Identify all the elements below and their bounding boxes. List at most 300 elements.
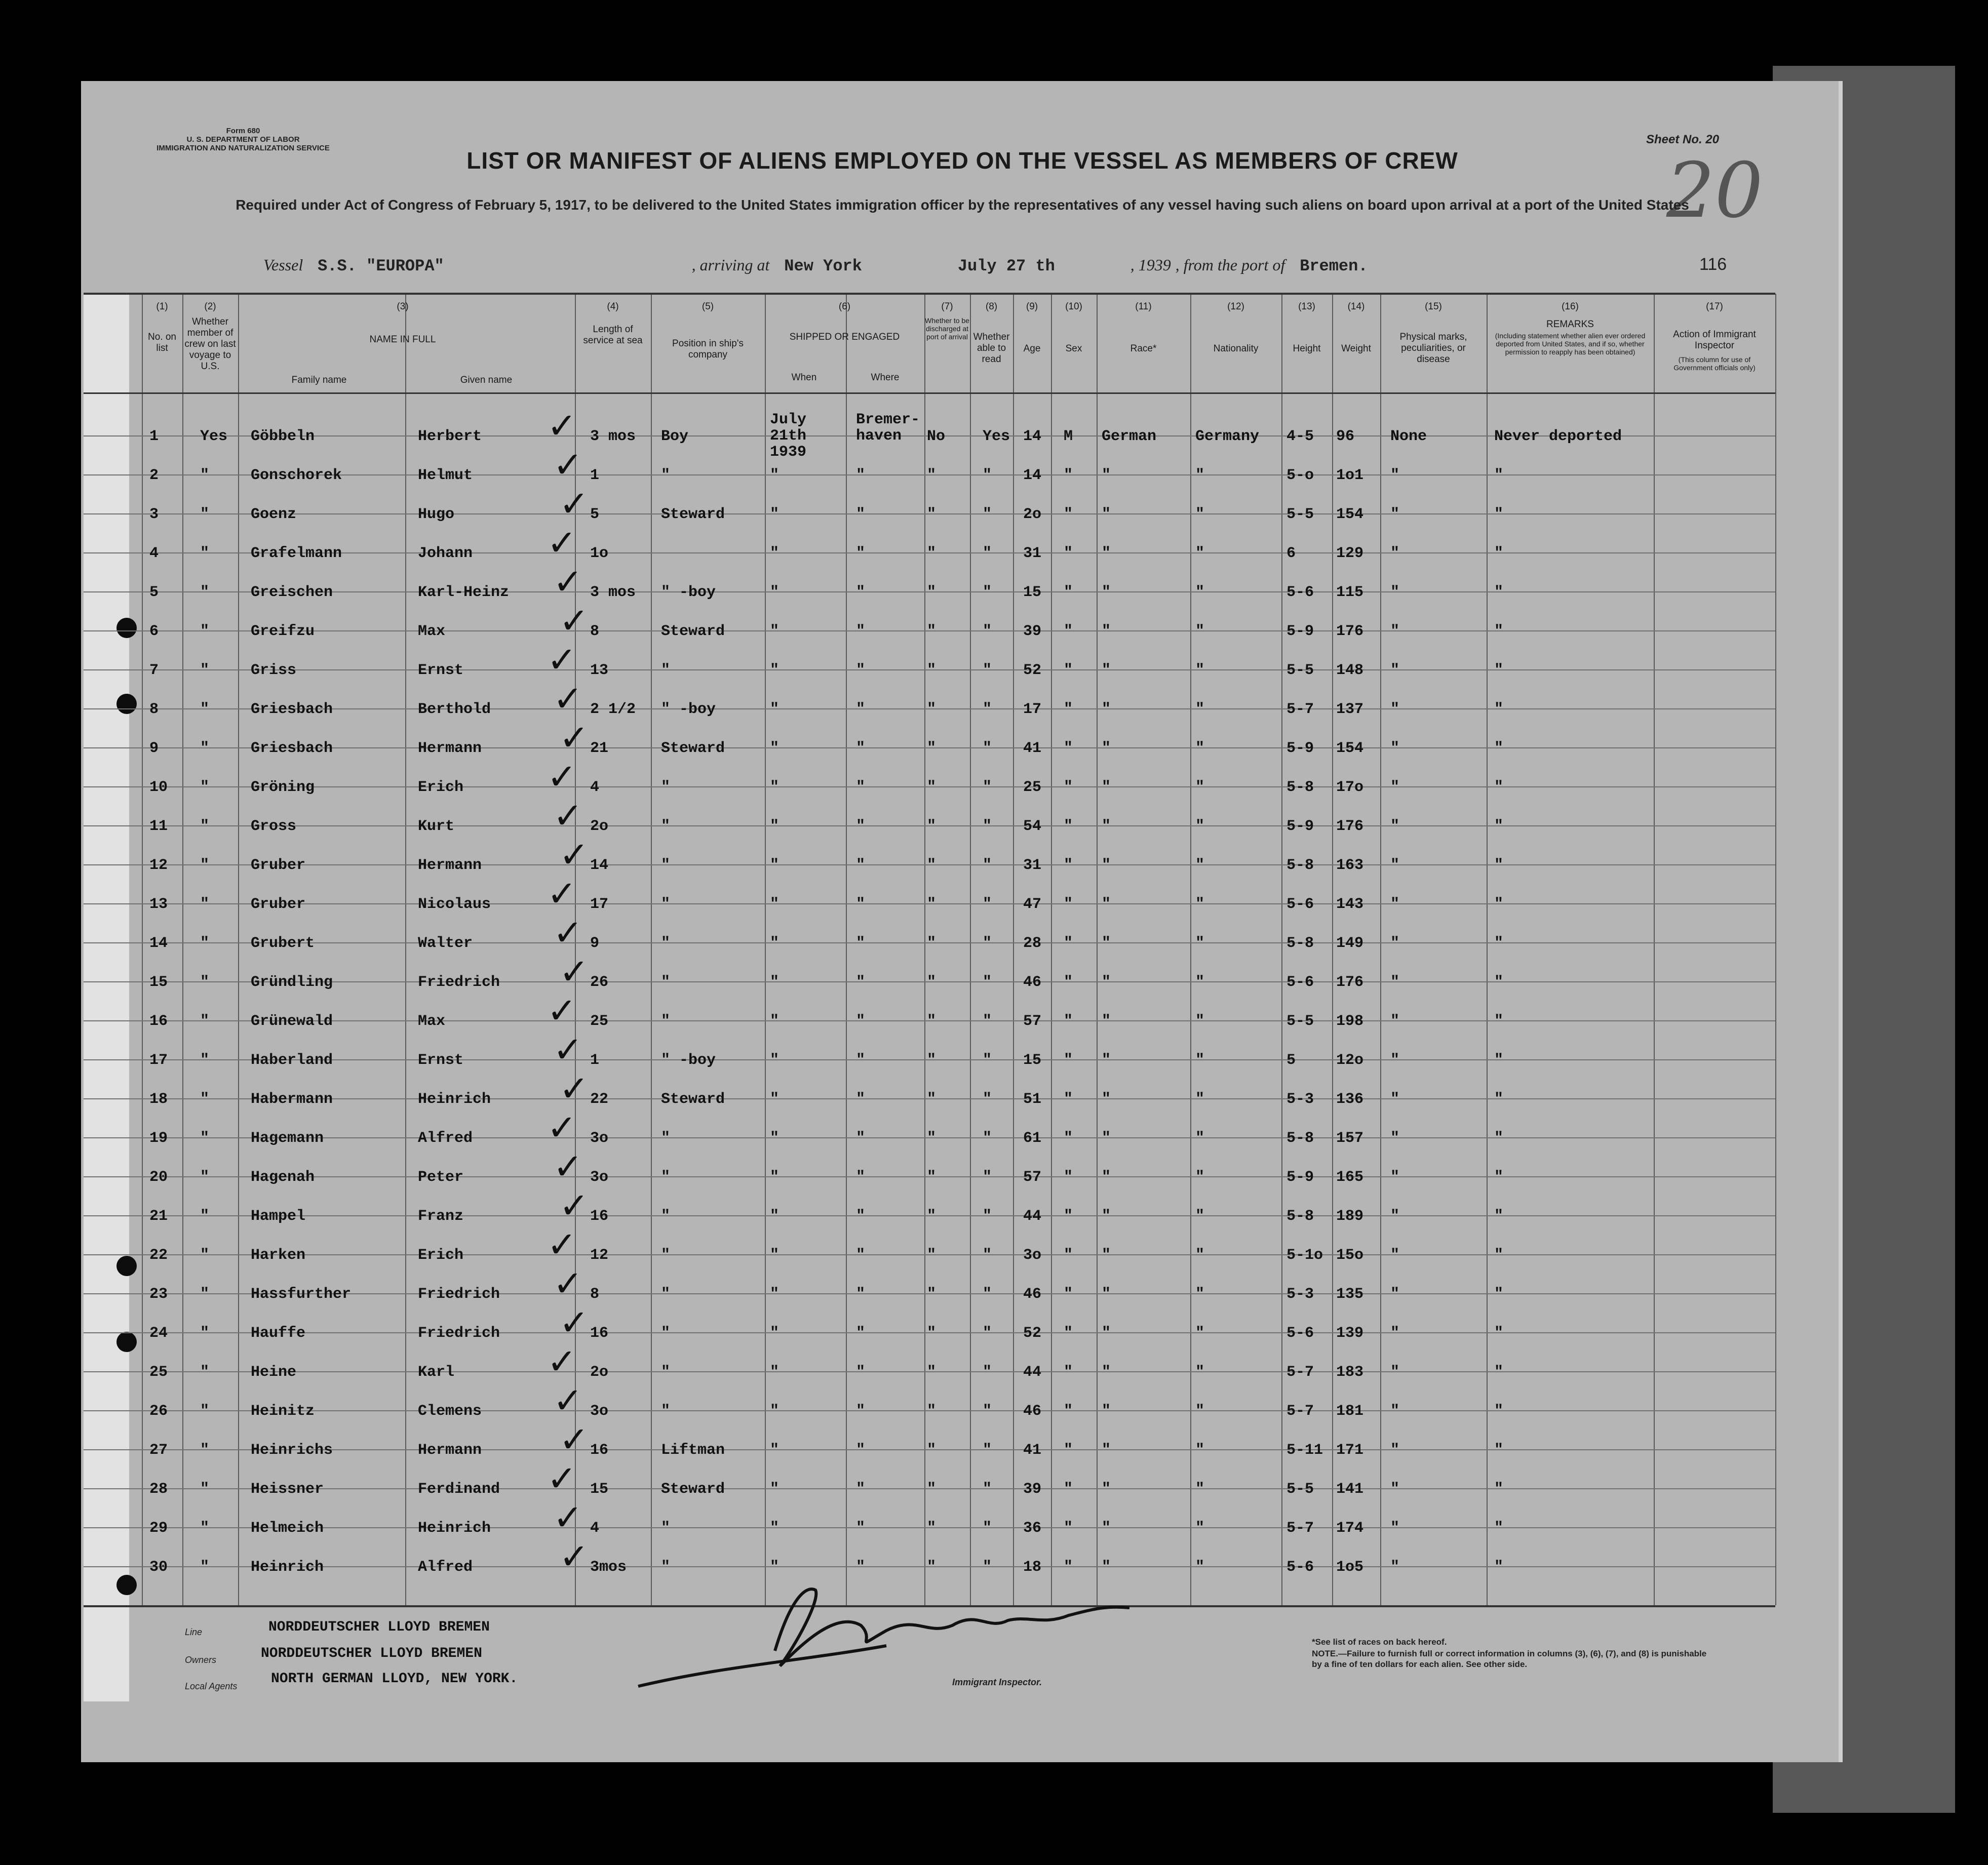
cell-weight: 137 [1336, 701, 1364, 718]
cell-nat: " [1195, 1130, 1205, 1147]
footer-line-value: NORDDEUTSCHER LLOYD BREMEN [268, 1619, 490, 1635]
cell-nat: " [1195, 467, 1205, 484]
cell-weight: 15o [1336, 1247, 1364, 1264]
cell-disch: " [927, 1364, 937, 1381]
cell-height: 5-9 [1287, 740, 1314, 757]
cell-age: 28 [1023, 935, 1042, 952]
cell-given: Walter [418, 935, 473, 952]
cell-family: Gonschorek [251, 467, 342, 484]
cell-where: " [856, 701, 866, 718]
cell-remarks: " [1494, 467, 1504, 484]
col-header-remarks: REMARKS [1546, 319, 1594, 330]
cell-remarks: " [1494, 857, 1504, 874]
cell-when: " [770, 1247, 779, 1264]
column-line [765, 294, 766, 1605]
cell-remarks: Never deported [1494, 428, 1622, 445]
cell-weight: 154 [1336, 740, 1364, 757]
cell-service: 15 [590, 1481, 609, 1498]
cell-sex: " [1064, 1481, 1073, 1498]
cell-marks: " [1390, 506, 1400, 523]
cell-where: " [856, 818, 866, 835]
col-num: (15) [1425, 301, 1442, 312]
cell-where: " [856, 896, 866, 913]
cell-sex: " [1064, 1247, 1073, 1264]
cell-given: Erich [418, 1247, 464, 1264]
cell-where: " [856, 1247, 866, 1264]
cell-nat: " [1195, 1247, 1205, 1264]
arrival-year: , 1939 [1130, 256, 1171, 274]
cell-sex: " [1064, 1559, 1073, 1576]
col-header-sex: Sex [1065, 343, 1082, 354]
cell-marks: " [1390, 1208, 1400, 1225]
cell-position: Steward [661, 506, 725, 523]
cell-no: 7 [149, 662, 159, 679]
cell-height: 5 [1287, 1052, 1296, 1069]
cell-nat: " [1195, 584, 1205, 601]
cell-prev: " [200, 818, 210, 835]
cell-nat: " [1195, 1364, 1205, 1381]
cell-position: " -boy [661, 701, 716, 718]
cell-age: 2o [1023, 506, 1042, 523]
cell-disch: " [927, 1013, 937, 1030]
cell-read: " [983, 1403, 992, 1420]
column-line [1051, 294, 1052, 1605]
cell-when: July 21th 1939 [770, 411, 807, 461]
cell-nat: " [1195, 1325, 1205, 1342]
checkmark-icon: ✓ [553, 1380, 583, 1421]
cell-read: " [983, 1364, 992, 1381]
page-subtitle: Required under Act of Congress of February 5, 1917, to be delivered to the United States immigration officer by the representatives of any vessel having such aliens on board upon arrival at a port of the United States [236, 197, 1689, 213]
cell-when: " [770, 467, 779, 484]
cell-no: 4 [149, 545, 159, 562]
cell-where: " [856, 467, 866, 484]
cell-given: Ferdinand [418, 1481, 500, 1498]
cell-given: Karl [418, 1364, 455, 1381]
checkmark-icon: ✓ [547, 522, 577, 564]
cell-age: 3o [1023, 1247, 1042, 1264]
cell-service: 2o [590, 1364, 609, 1381]
cell-height: 5-6 [1287, 896, 1314, 913]
cell-position: " [661, 857, 671, 874]
cell-remarks: " [1494, 1559, 1504, 1576]
cell-family: Grünewald [251, 1013, 333, 1030]
cell-height: 5-3 [1287, 1286, 1314, 1303]
vessel-line [263, 256, 1368, 275]
cell-position: " [661, 1559, 671, 1576]
cell-remarks: " [1494, 779, 1504, 796]
cell-disch: " [927, 545, 937, 562]
cell-height: 5-3 [1287, 1091, 1314, 1108]
cell-read: " [983, 740, 992, 757]
cell-remarks: " [1494, 1325, 1504, 1342]
form-number: Form 680 [226, 127, 260, 135]
cell-given: Heinrich [418, 1091, 491, 1108]
cell-weight: 129 [1336, 545, 1364, 562]
cell-age: 41 [1023, 740, 1042, 757]
arrival-port: New York [784, 257, 862, 275]
cell-age: 14 [1023, 467, 1042, 484]
cell-marks: " [1390, 1130, 1400, 1147]
cell-no: 16 [149, 1013, 168, 1030]
checkmark-icon: ✓ [559, 1068, 589, 1109]
cell-weight: 12o [1336, 1052, 1364, 1069]
cell-service: 21 [590, 740, 609, 757]
cell-service: 4 [590, 1520, 600, 1537]
col-header-race: Race* [1130, 343, 1157, 354]
col-header-weight: Weight [1341, 343, 1371, 354]
footer-owners-label: Owners [185, 1655, 217, 1665]
cell-where: " [856, 1286, 866, 1303]
checkmark-icon: ✓ [559, 1185, 589, 1226]
cell-read: " [983, 1091, 992, 1108]
cell-height: 5-5 [1287, 1481, 1314, 1498]
cell-position: " [661, 1403, 671, 1420]
cell-disch: " [927, 1052, 937, 1069]
cell-no: 5 [149, 584, 159, 601]
cell-nat: " [1195, 1169, 1205, 1186]
cell-race: " [1102, 896, 1111, 913]
cell-race: German [1102, 428, 1157, 445]
cell-sex: " [1064, 974, 1073, 991]
cell-family: Heinitz [251, 1403, 315, 1420]
cell-remarks: " [1494, 1052, 1504, 1069]
cell-read: " [983, 623, 992, 640]
cell-service: 3o [590, 1130, 609, 1147]
cell-when: " [770, 857, 779, 874]
cell-read: " [983, 545, 992, 562]
col-header-prev-voyage: Whether member of crew on last voyage to U.S. [184, 316, 236, 372]
checkmark-icon: ✓ [547, 1458, 577, 1499]
cell-weight: 17o [1336, 779, 1364, 796]
column-line [238, 294, 239, 1605]
cell-no: 18 [149, 1091, 168, 1108]
cell-read: " [983, 467, 992, 484]
cell-weight: 176 [1336, 623, 1364, 640]
cell-disch: " [927, 623, 937, 640]
from-port-label: , from the port of [1175, 256, 1285, 274]
cell-disch: " [927, 1130, 937, 1147]
cell-marks: " [1390, 1052, 1400, 1069]
service-name: IMMIGRATION AND NATURALIZATION SERVICE [157, 144, 330, 152]
cell-given: Friedrich [418, 974, 500, 991]
cell-disch: " [927, 779, 937, 796]
cell-where: " [856, 1208, 866, 1225]
cell-given: Helmut [418, 467, 473, 484]
cell-given: Ernst [418, 662, 464, 679]
column-line [1097, 294, 1098, 1605]
cell-service: 2o [590, 818, 609, 835]
cell-remarks: " [1494, 974, 1504, 991]
cell-prev: " [200, 545, 210, 562]
cell-service: 1o [590, 545, 609, 562]
checkmark-icon: ✓ [559, 1302, 589, 1343]
col-header-action-sub: (This column for use of Government officials only) [1673, 355, 1756, 372]
cell-sex: " [1064, 1013, 1073, 1030]
cell-marks: None [1390, 428, 1427, 445]
cell-weight: 183 [1336, 1364, 1364, 1381]
cell-where: " [856, 1169, 866, 1186]
cell-service: 3 mos [590, 428, 636, 445]
cell-disch: No [927, 428, 946, 445]
cell-nat: " [1195, 974, 1205, 991]
cell-height: 5-9 [1287, 623, 1314, 640]
cell-no: 19 [149, 1130, 168, 1147]
cell-race: " [1102, 467, 1111, 484]
cell-when: " [770, 1286, 779, 1303]
cell-sex: " [1064, 545, 1073, 562]
cell-when: " [770, 740, 779, 757]
cell-where: " [856, 623, 866, 640]
cell-marks: " [1390, 1403, 1400, 1420]
col-header-action: Action of Immigrant Inspector [1673, 329, 1756, 351]
cell-given: Nicolaus [418, 896, 491, 913]
cell-family: Griesbach [251, 740, 333, 757]
cell-prev: " [200, 1559, 210, 1576]
cell-weight: 135 [1336, 1286, 1364, 1303]
cell-weight: 174 [1336, 1520, 1364, 1537]
cell-position: " [661, 1286, 671, 1303]
col-header-marks: Physical marks, peculiarities, or disease [1399, 332, 1467, 365]
cell-read: " [983, 1286, 992, 1303]
cell-age: 36 [1023, 1520, 1042, 1537]
vessel-label: Vessel [263, 256, 303, 274]
cell-remarks: " [1494, 1286, 1504, 1303]
inspector-label: Immigrant Inspector. [952, 1677, 1042, 1687]
checkmark-icon: ✓ [553, 1263, 583, 1304]
cell-race: " [1102, 1130, 1111, 1147]
cell-service: 26 [590, 974, 609, 991]
cell-service: 12 [590, 1247, 609, 1264]
cell-family: Heine [251, 1364, 297, 1381]
punch-hole [116, 1256, 137, 1276]
cell-position: Steward [661, 1091, 725, 1108]
cell-given: Max [418, 623, 446, 640]
cell-position: " [661, 1364, 671, 1381]
cell-when: " [770, 1208, 779, 1225]
cell-race: " [1102, 584, 1111, 601]
cell-age: 44 [1023, 1208, 1042, 1225]
cell-service: 25 [590, 1013, 609, 1030]
cell-when: " [770, 1559, 779, 1576]
footer-note-fine: NOTE.—Failure to furnish full or correct information in columns (3), (6), (7), and (8) is punishable by a fine of ten dollars for each alien. See other side. [1312, 1649, 1707, 1669]
cell-prev: " [200, 1403, 210, 1420]
checkmark-icon: ✓ [553, 561, 583, 603]
col-header-nationality: Nationality [1213, 343, 1259, 354]
cell-family: Gruber [251, 896, 306, 913]
cell-when: " [770, 584, 779, 601]
cell-where: " [856, 545, 866, 562]
cell-service: 3o [590, 1169, 609, 1186]
cell-age: 17 [1023, 701, 1042, 718]
cell-prev: " [200, 701, 210, 718]
cell-no: 1 [149, 428, 159, 445]
cell-service: 16 [590, 1442, 609, 1459]
cell-marks: " [1390, 1442, 1400, 1459]
column-line [846, 294, 847, 1605]
cell-age: 46 [1023, 1403, 1042, 1420]
cell-sex: " [1064, 506, 1073, 523]
cell-race: " [1102, 1052, 1111, 1069]
cell-nat: " [1195, 740, 1205, 757]
cell-where: " [856, 1013, 866, 1030]
cell-height: 4-5 [1287, 428, 1314, 445]
cell-marks: " [1390, 662, 1400, 679]
cell-read: " [983, 1247, 992, 1264]
cell-weight: 143 [1336, 896, 1364, 913]
cell-marks: " [1390, 1559, 1400, 1576]
cell-no: 21 [149, 1208, 168, 1225]
cell-height: 5-6 [1287, 974, 1314, 991]
cell-when: " [770, 1442, 779, 1459]
cell-sex: " [1064, 1130, 1073, 1147]
cell-weight: 1o5 [1336, 1559, 1364, 1576]
cell-no: 20 [149, 1169, 168, 1186]
cell-read: " [983, 896, 992, 913]
cell-disch: " [927, 1247, 937, 1264]
cell-position: " [661, 662, 671, 679]
checkmark-icon: ✓ [547, 1224, 577, 1265]
cell-height: 5-8 [1287, 1130, 1314, 1147]
cell-weight: 165 [1336, 1169, 1364, 1186]
cell-read: " [983, 1169, 992, 1186]
cell-position: " [661, 1013, 671, 1030]
column-line [1190, 294, 1191, 1605]
stamp-number: 116 [1699, 255, 1727, 274]
cell-disch: " [927, 974, 937, 991]
cell-given: Berthold [418, 701, 491, 718]
cell-marks: " [1390, 1325, 1400, 1342]
cell-position: " [661, 1325, 671, 1342]
cell-service: 8 [590, 623, 600, 640]
cell-where: " [856, 1403, 866, 1420]
cell-disch: " [927, 935, 937, 952]
cell-service: 9 [590, 935, 600, 952]
cell-where: " [856, 779, 866, 796]
cell-no: 9 [149, 740, 159, 757]
cell-height: 5-7 [1287, 701, 1314, 718]
cell-read: " [983, 818, 992, 835]
cell-read: " [983, 779, 992, 796]
cell-height: 5-o [1287, 467, 1314, 484]
col-header-service: Length of service at sea [583, 324, 643, 346]
cell-no: 11 [149, 818, 168, 835]
cell-no: 12 [149, 857, 168, 874]
cell-given: Ernst [418, 1052, 464, 1069]
sheet-label: Sheet No. [1646, 133, 1702, 146]
cell-disch: " [927, 1286, 937, 1303]
cell-nat: " [1195, 1091, 1205, 1108]
checkmark-icon: ✓ [559, 1536, 589, 1577]
cell-height: 5-5 [1287, 506, 1314, 523]
cell-prev: " [200, 896, 210, 913]
cell-height: 5-1o [1287, 1247, 1323, 1264]
cell-age: 61 [1023, 1130, 1042, 1147]
cell-remarks: " [1494, 623, 1504, 640]
cell-race: " [1102, 818, 1111, 835]
cell-family: Gross [251, 818, 297, 835]
cell-height: 5-6 [1287, 584, 1314, 601]
cell-read: " [983, 1130, 992, 1147]
cell-weight: 115 [1336, 584, 1364, 601]
cell-disch: " [927, 1403, 937, 1420]
cell-sex: " [1064, 1091, 1073, 1108]
cell-age: 31 [1023, 545, 1042, 562]
cell-read: " [983, 1052, 992, 1069]
cell-sex: " [1064, 1325, 1073, 1342]
cell-age: 46 [1023, 1286, 1042, 1303]
punch-hole [116, 1575, 137, 1595]
cell-given: Hermann [418, 1442, 482, 1459]
cell-marks: " [1390, 467, 1400, 484]
cell-position: " [661, 779, 671, 796]
cell-weight: 136 [1336, 1091, 1364, 1108]
cell-family: Greifzu [251, 623, 315, 640]
cell-remarks: " [1494, 701, 1504, 718]
cell-sex: " [1064, 896, 1073, 913]
cell-remarks: " [1494, 1247, 1504, 1264]
cell-marks: " [1390, 1013, 1400, 1030]
checkmark-icon: ✓ [547, 873, 577, 915]
cell-given: Kurt [418, 818, 455, 835]
cell-remarks: " [1494, 1403, 1504, 1420]
cell-prev: " [200, 1481, 210, 1498]
cell-race: " [1102, 740, 1111, 757]
cell-age: 52 [1023, 1325, 1042, 1342]
cell-when: " [770, 935, 779, 952]
col-num: (9) [1026, 301, 1038, 312]
cell-race: " [1102, 1559, 1111, 1576]
cell-nat: " [1195, 1520, 1205, 1537]
cell-marks: " [1390, 584, 1400, 601]
cell-when: " [770, 818, 779, 835]
col-num: (2) [204, 301, 216, 312]
col-num: (14) [1347, 301, 1365, 312]
cell-race: " [1102, 545, 1111, 562]
cell-nat: " [1195, 1403, 1205, 1420]
cell-position: Steward [661, 623, 725, 640]
cell-read: " [983, 1442, 992, 1459]
cell-service: 5 [590, 506, 600, 523]
cell-when: " [770, 662, 779, 679]
cell-remarks: " [1494, 1169, 1504, 1186]
cell-read: " [983, 662, 992, 679]
cell-remarks: " [1494, 584, 1504, 601]
arrival-date: July 27 th [957, 257, 1055, 275]
cell-service: 3o [590, 1403, 609, 1420]
col-header-when: When [791, 372, 817, 383]
cell-height: 5-9 [1287, 1169, 1314, 1186]
cell-position: " [661, 1247, 671, 1264]
col-header-given: Given name [460, 375, 513, 385]
page-title: LIST OR MANIFEST OF ALIENS EMPLOYED ON THE VESSEL AS MEMBERS OF CREW [466, 147, 1458, 174]
punch-hole [116, 694, 137, 714]
cell-race: " [1102, 701, 1111, 718]
cell-race: " [1102, 935, 1111, 952]
cell-given: Herbert [418, 428, 482, 445]
cell-weight: 163 [1336, 857, 1364, 874]
checkmark-icon: ✓ [559, 600, 589, 642]
cell-service: 3mos [590, 1559, 627, 1576]
col-num: (3) [397, 301, 409, 312]
cell-nat: " [1195, 662, 1205, 679]
cell-given: Franz [418, 1208, 464, 1225]
cell-sex: " [1064, 740, 1073, 757]
cell-nat: " [1195, 701, 1205, 718]
cell-prev: " [200, 857, 210, 874]
column-line [1332, 294, 1333, 1605]
cell-disch: " [927, 896, 937, 913]
cell-family: Grafelmann [251, 545, 342, 562]
